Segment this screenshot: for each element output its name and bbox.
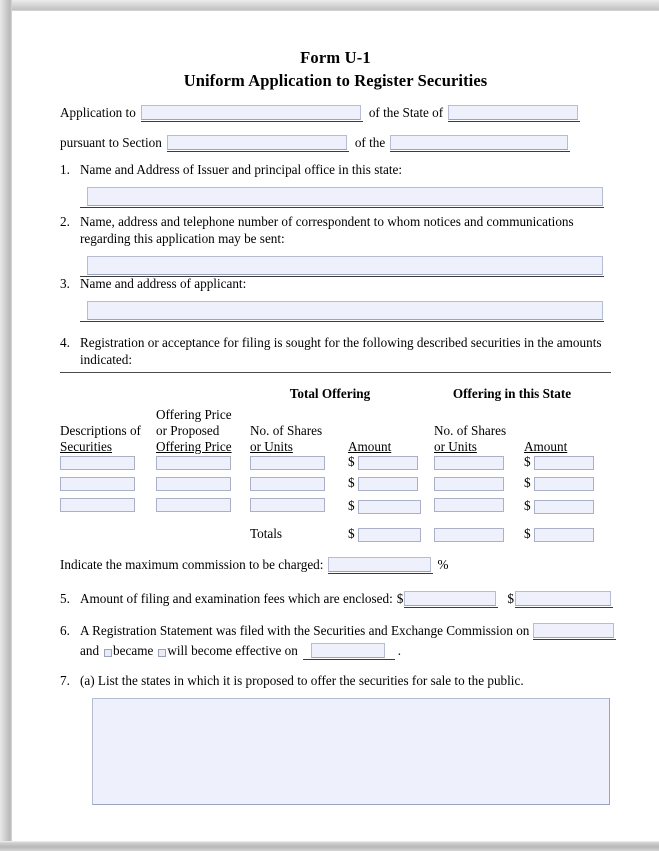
column-header-description	[60, 423, 152, 455]
application-to-underline	[141, 105, 363, 122]
became-checkbox[interactable]	[104, 649, 112, 657]
securities-table	[60, 372, 611, 550]
column-header-state-shares-line2: or Units	[434, 439, 477, 455]
table-column-headers	[60, 406, 611, 454]
of-the-underline	[390, 135, 570, 152]
page-shadow-top	[0, 0, 659, 11]
will-become-checkbox[interactable]	[158, 649, 166, 657]
row-3-state-amount-currency: $	[524, 498, 531, 513]
row-3-total-amount-currency: $	[348, 498, 355, 513]
item-6-body	[80, 622, 616, 660]
item-1-body	[80, 161, 611, 208]
row-1-state-amount-input[interactable]	[534, 456, 594, 470]
row-3-description-input[interactable]	[60, 498, 135, 512]
row-1-total-amount-currency: $	[348, 454, 355, 469]
table-rows	[60, 454, 611, 550]
row-2-total-amount-currency: $	[348, 475, 355, 490]
item-6-period: .	[397, 643, 402, 659]
became-label: became	[113, 643, 154, 659]
item-5-input-1[interactable]	[404, 591, 496, 606]
of-the-input[interactable]	[390, 135, 568, 150]
item-6-filed-date-underline	[533, 623, 616, 640]
column-header-offering-price	[156, 407, 248, 455]
item-1	[60, 161, 611, 208]
commission-percent-symbol: %	[437, 557, 449, 572]
item-6-label: A Registration Statement was filed with the Securities and Exchange Commission on	[80, 623, 530, 638]
table-top-rule	[60, 372, 611, 373]
row-1-state-shares-input[interactable]	[434, 456, 504, 470]
totals-state-amount-currency: $	[524, 526, 531, 541]
item-7-body	[80, 672, 611, 805]
column-header-offering-price-line3: Offering Price	[156, 439, 232, 455]
row-2-total-shares-input[interactable]	[250, 477, 325, 491]
item-5-currency-1: $	[396, 591, 404, 606]
column-header-description-line1: Descriptions of	[60, 423, 141, 438]
row-2-total-amount-input[interactable]	[358, 477, 418, 491]
item-5-underline-1	[404, 591, 498, 608]
row-2-description-input[interactable]	[60, 477, 135, 491]
item-5-input-2[interactable]	[515, 591, 611, 606]
row-2-state-shares-input[interactable]	[434, 477, 504, 491]
row-2-state-amount-currency: $	[524, 475, 531, 490]
item-6-effective-date-input[interactable]	[311, 643, 385, 658]
application-to-row	[60, 105, 611, 122]
page-subtitle: Uniform Application to Register Securities	[183, 70, 488, 90]
column-header-total-shares	[250, 423, 346, 455]
totals-label: Totals	[250, 526, 283, 541]
item-7	[60, 672, 611, 805]
item-5-body	[80, 590, 613, 608]
table-row	[60, 496, 611, 517]
item-1-underline	[80, 187, 604, 208]
item-6-effective-date-underline	[303, 643, 395, 660]
section-input[interactable]	[167, 135, 347, 150]
item-2-number: 2.	[60, 214, 70, 229]
row-3-state-amount-input[interactable]	[534, 500, 594, 514]
item-6-filed-date-input[interactable]	[533, 623, 614, 638]
column-header-state-amount	[524, 439, 594, 455]
item-2	[60, 213, 611, 277]
item-1-input[interactable]	[87, 187, 603, 206]
will-become-label: will become effective on	[167, 643, 298, 659]
column-header-description-line2: Securities	[60, 439, 113, 455]
item-5	[60, 590, 611, 608]
item-5-underline-2	[515, 591, 613, 608]
form-content	[60, 47, 611, 688]
table-totals-row	[60, 526, 611, 550]
row-1-offering-price-input[interactable]	[156, 456, 231, 470]
state-underline	[448, 105, 580, 122]
page-shadow-left	[0, 0, 12, 851]
totals-state-shares-input[interactable]	[434, 528, 504, 542]
item-6-line-1	[80, 622, 616, 640]
item-2-body	[80, 213, 611, 277]
pursuant-to-section-row	[60, 135, 611, 152]
table-group-headers	[60, 386, 611, 406]
item-6-number: 6.	[60, 623, 70, 638]
column-header-total-amount-line1: Amount	[348, 439, 392, 454]
commission-label: Indicate the maximum commission to be charged:	[60, 557, 324, 572]
state-input[interactable]	[448, 105, 578, 120]
item-5-number: 5.	[60, 591, 70, 606]
commission-input[interactable]	[328, 557, 431, 572]
item-2-label: Name, address and telephone number of correspondent to whom notices and communications regarding this application may be sent:	[80, 214, 574, 247]
page-shadow-bottom	[0, 841, 659, 851]
table-row	[60, 454, 611, 475]
totals-total-amount-input[interactable]	[358, 528, 421, 542]
item-3-label: Name and address of applicant:	[80, 276, 247, 291]
item-7-textarea[interactable]	[92, 698, 610, 805]
item-3	[60, 275, 611, 322]
item-5-currency-2: $	[507, 591, 514, 606]
commission-underline	[328, 557, 433, 574]
of-the-state-of-label: of the State of	[368, 105, 444, 120]
row-2-state-amount-input[interactable]	[534, 477, 594, 491]
item-1-label: Name and Address of Issuer and principal office in this state:	[80, 162, 403, 177]
column-header-state-shares-line1: No. of Shares	[434, 423, 507, 438]
item-1-number: 1.	[60, 162, 70, 177]
row-3-state-shares-input[interactable]	[434, 498, 504, 512]
page-title: Form U-1	[300, 48, 371, 67]
item-2-input[interactable]	[87, 256, 603, 275]
item-6-line-2	[80, 642, 616, 660]
column-header-total-amount	[348, 439, 418, 455]
commission-row	[60, 557, 611, 574]
item-7-label: (a) List the states in which it is proposed to offer the securities for sale to the public.	[80, 673, 524, 688]
row-2-offering-price-input[interactable]	[156, 477, 231, 491]
item-3-input[interactable]	[87, 301, 603, 320]
row-3-offering-price-input[interactable]	[156, 498, 231, 512]
item-5-label: Amount of filing and examination fees which are enclosed:	[80, 591, 393, 606]
application-to-label: Application to	[60, 105, 136, 120]
of-the-label: of the	[354, 135, 386, 150]
totals-total-amount-currency: $	[348, 526, 355, 541]
item-3-underline	[80, 301, 604, 322]
row-1-total-shares-input[interactable]	[250, 456, 325, 470]
section-underline	[167, 135, 349, 152]
item-4	[60, 334, 611, 368]
totals-state-amount-input[interactable]	[534, 528, 594, 542]
item-7-number: 7.	[60, 673, 70, 688]
column-header-offering-price-line2: or Proposed	[156, 423, 220, 439]
row-3-total-amount-input[interactable]	[358, 500, 421, 514]
item-6	[60, 622, 611, 660]
row-3-total-shares-input[interactable]	[250, 498, 325, 512]
group-header-total-offering: Total Offering	[289, 386, 371, 401]
row-1-description-input[interactable]	[60, 456, 135, 470]
row-1-state-amount-currency: $	[524, 454, 531, 469]
column-header-state-shares	[434, 423, 530, 455]
item-6-and-label: and	[80, 643, 100, 659]
item-3-number: 3.	[60, 276, 70, 291]
column-header-total-shares-line1: No. of Shares	[250, 423, 323, 438]
column-header-offering-price-line1: Offering Price	[156, 407, 232, 422]
item-4-label: Registration or acceptance for filing is sought for the following described securities in the amounts indicated:	[80, 335, 602, 368]
column-header-state-amount-line1: Amount	[524, 439, 568, 454]
item-4-number: 4.	[60, 335, 70, 350]
pursuant-to-section-label: pursuant to Section	[60, 135, 162, 150]
column-header-total-shares-line2: or Units	[250, 439, 293, 455]
application-to-input[interactable]	[141, 105, 361, 120]
item-3-body	[80, 275, 611, 322]
form-page	[12, 11, 659, 841]
table-row	[60, 475, 611, 496]
row-1-total-amount-input[interactable]	[358, 456, 418, 470]
group-header-offering-in-this-state: Offering in this State	[452, 386, 572, 401]
